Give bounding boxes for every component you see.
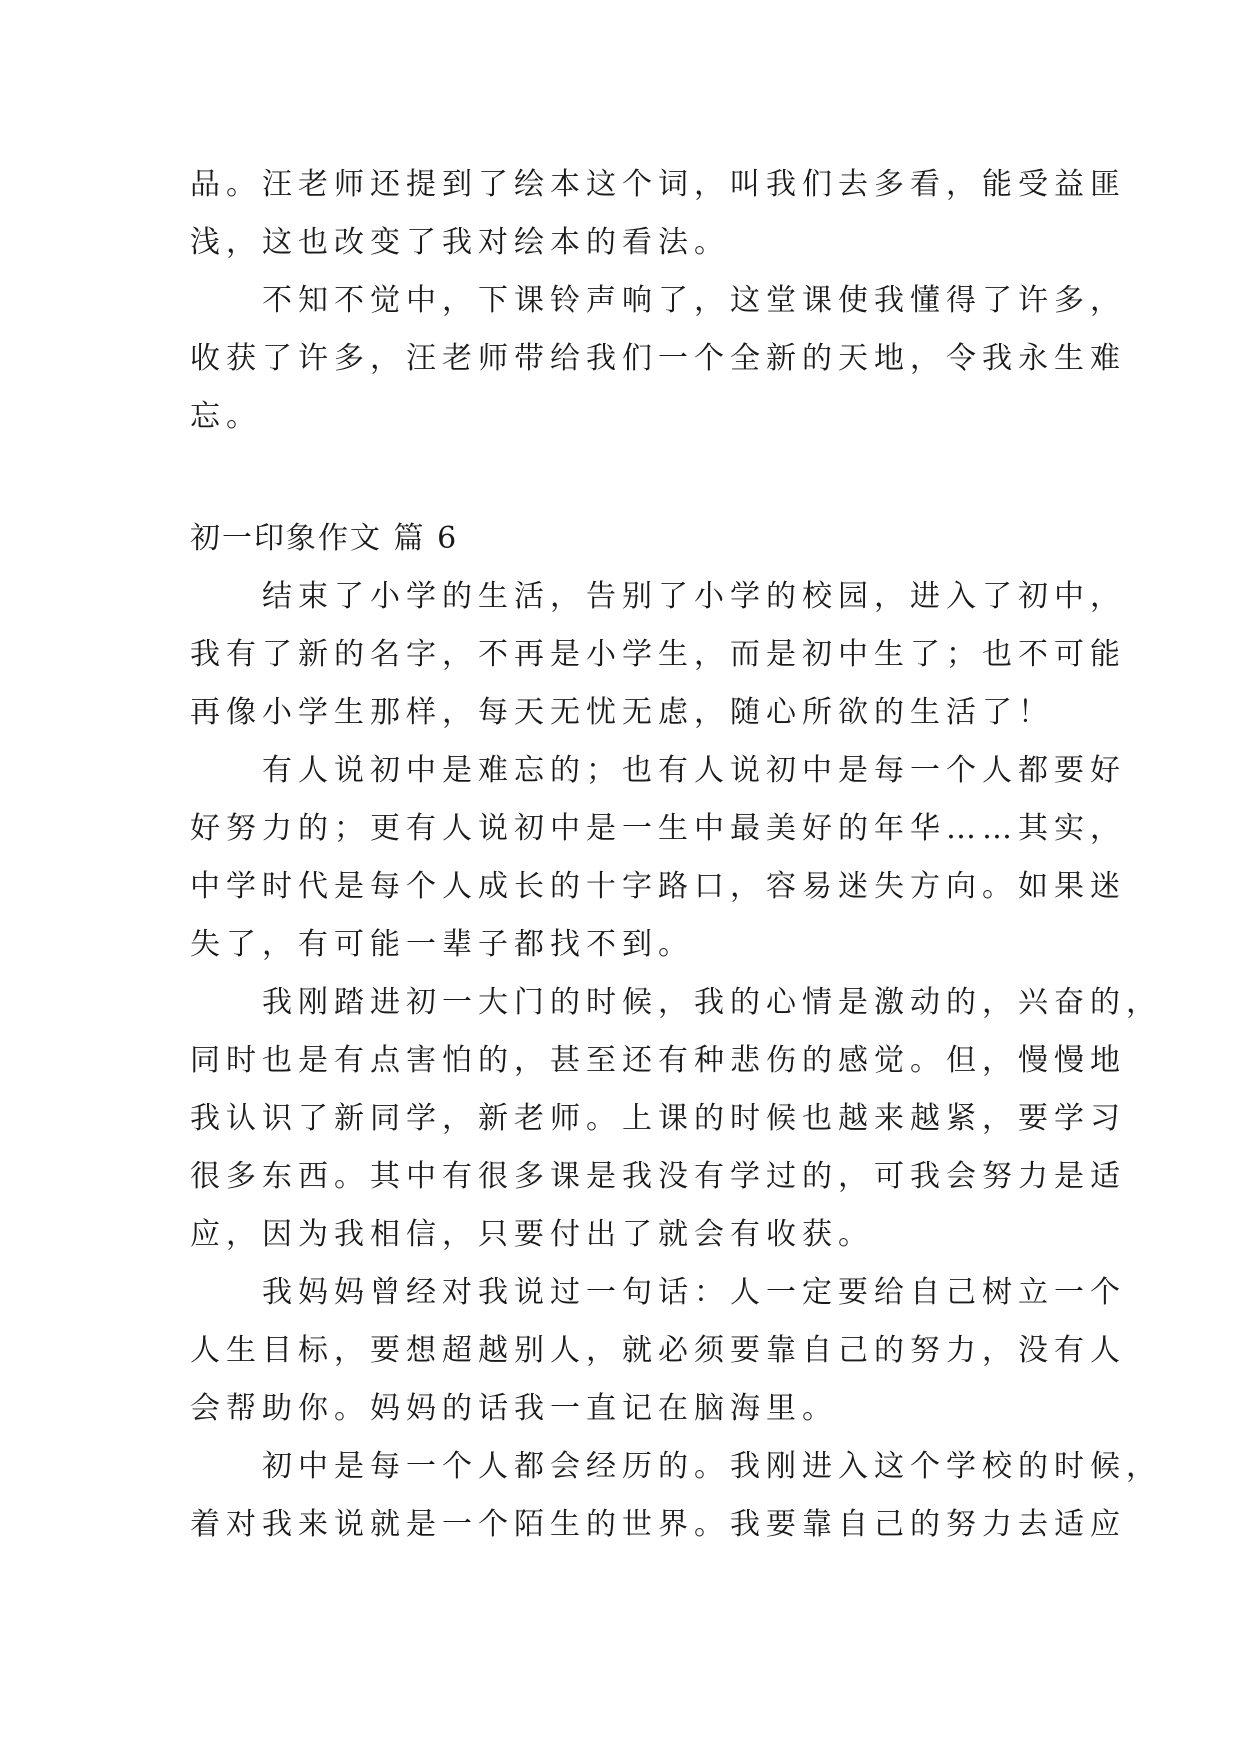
text-line: 我刚踏进初一大门的时候，我的心情是激动的，兴奋的， (190, 985, 1162, 1020)
text-line: 不知不觉中，下课铃声响了，这堂课使我懂得了许多， (190, 283, 1126, 318)
text-line: 收获了许多，汪老师带给我们一个全新的天地，令我永生难 (190, 341, 1126, 376)
text-line: 人生目标，要想超越别人，就必须要靠自己的努力，没有人 (190, 1333, 1126, 1368)
text-line: 忘。 (190, 399, 262, 434)
text-line: 同时也是有点害怕的，甚至还有种悲伤的感觉。但，慢慢地 (190, 1043, 1126, 1078)
text-line: 失了，有可能一辈子都找不到。 (190, 927, 694, 962)
text-line: 好努力的；更有人说初中是一生中最美好的年华……其实， (190, 811, 1126, 846)
text-line: 结束了小学的生活，告别了小学的校园，进入了初中， (190, 579, 1126, 614)
text-line: 我有了新的名字，不再是小学生，而是初中生了；也不可能 (190, 637, 1126, 672)
text-line: 着对我来说就是一个陌生的世界。我要靠自己的努力去适应 (190, 1507, 1126, 1542)
section-heading: 初一印象作文 篇 6 (190, 521, 459, 556)
text-line: 品。汪老师还提到了绘本这个词，叫我们去多看，能受益匪 (190, 167, 1126, 202)
text-line: 很多东西。其中有很多课是我没有学过的，可我会努力是适 (190, 1159, 1126, 1194)
text-line: 应，因为我相信，只要付出了就会有收获。 (190, 1217, 874, 1252)
text-line: 我认识了新同学，新老师。上课的时候也越来越紧，要学习 (190, 1101, 1126, 1136)
text-line: 浅，这也改变了我对绘本的看法。 (190, 225, 730, 260)
text-line: 我妈妈曾经对我说过一句话：人一定要给自己树立一个 (190, 1275, 1126, 1310)
text-line: 有人说初中是难忘的；也有人说初中是每一个人都要好 (190, 753, 1126, 788)
text-line: 中学时代是每个人成长的十字路口，容易迷失方向。如果迷 (190, 869, 1126, 904)
text-line: 再像小学生那样，每天无忧无虑，随心所欲的生活了！ (190, 695, 1054, 730)
text-line: 会帮助你。妈妈的话我一直记在脑海里。 (190, 1391, 838, 1426)
text-line: 初中是每一个人都会经历的。我刚进入这个学校的时候， (190, 1449, 1162, 1484)
